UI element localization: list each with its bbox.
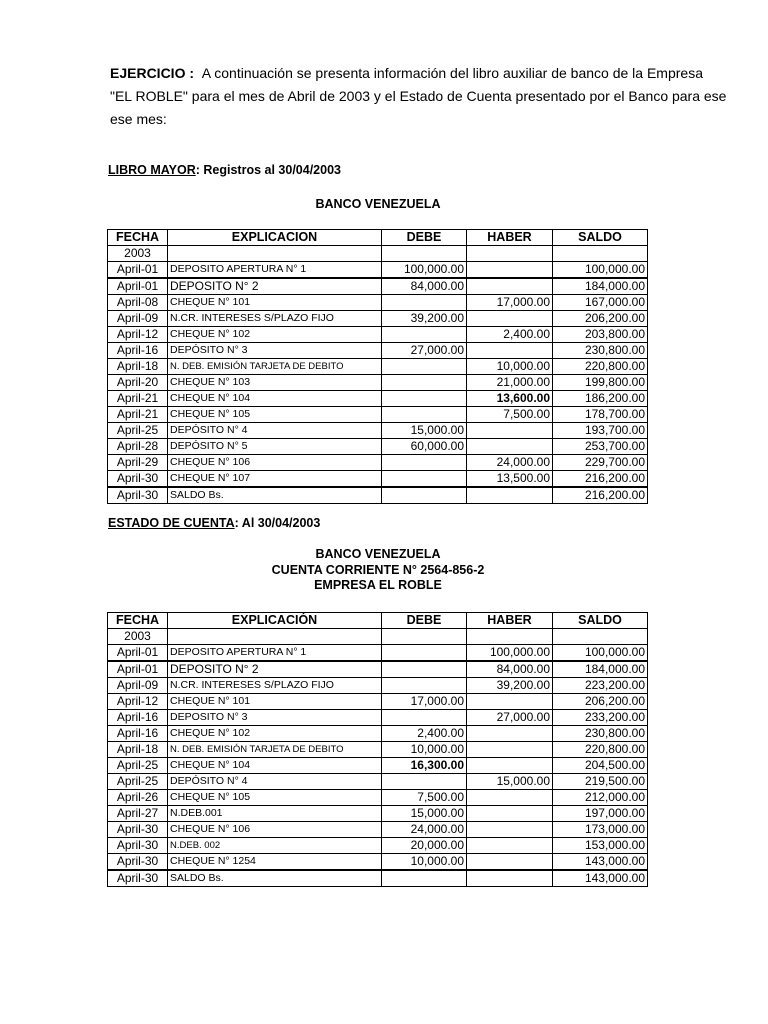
saldo-cell: 233,200.00 xyxy=(553,710,648,726)
empty-cell xyxy=(168,246,382,262)
debe-cell xyxy=(382,710,467,726)
estado-cuenta-title xyxy=(108,516,320,530)
saldo-cell: 173,000.00 xyxy=(553,822,648,838)
estado-cuenta-title-label: ESTADO DE CUENTA xyxy=(108,516,235,530)
date-cell: April-01 xyxy=(108,661,168,678)
explicacion-cell: CHEQUE N° 102 xyxy=(168,327,382,343)
haber-cell xyxy=(467,790,553,806)
haber-cell xyxy=(467,694,553,710)
table-row xyxy=(108,742,648,758)
explicacion-cell: CHEQUE N° 103 xyxy=(168,375,382,391)
table-row xyxy=(108,278,648,295)
saldo-cell: 229,700.00 xyxy=(553,455,648,471)
haber-cell: 17,000.00 xyxy=(467,295,553,311)
explicacion-cell: CHEQUE N° 1254 xyxy=(168,854,382,871)
debe-cell: 24,000.00 xyxy=(382,822,467,838)
saldo-cell: 193,700.00 xyxy=(553,423,648,439)
haber-cell: 13,500.00 xyxy=(467,471,553,488)
haber-cell: 84,000.00 xyxy=(467,661,553,678)
year-row xyxy=(108,629,648,645)
explicacion-cell: CHEQUE N° 101 xyxy=(168,295,382,311)
haber-cell: 10,000.00 xyxy=(467,359,553,375)
debe-cell xyxy=(382,391,467,407)
header-explicacion: EXPLICACIÓN xyxy=(168,613,382,629)
debe-cell: 100,000.00 xyxy=(382,262,467,279)
haber-cell: 39,200.00 xyxy=(467,678,553,694)
year-row xyxy=(108,246,648,262)
debe-cell xyxy=(382,870,467,887)
saldo-cell: 216,200.00 xyxy=(553,471,648,488)
haber-cell xyxy=(467,758,553,774)
table-row xyxy=(108,661,648,678)
date-cell: April-21 xyxy=(108,407,168,423)
haber-cell: 21,000.00 xyxy=(467,375,553,391)
table-row xyxy=(108,375,648,391)
debe-cell: 10,000.00 xyxy=(382,742,467,758)
date-cell: April-12 xyxy=(108,694,168,710)
table-row xyxy=(108,262,648,279)
exercise-intro xyxy=(110,62,740,131)
table-row xyxy=(108,678,648,694)
saldo-cell: 212,000.00 xyxy=(553,790,648,806)
table-row xyxy=(108,439,648,455)
table-header-row xyxy=(108,230,648,246)
table-row xyxy=(108,455,648,471)
debe-cell: 16,300.00 xyxy=(382,758,467,774)
debe-cell xyxy=(382,774,467,790)
date-cell: April-08 xyxy=(108,295,168,311)
empty-cell xyxy=(467,246,553,262)
debe-cell xyxy=(382,645,467,662)
debe-cell: 15,000.00 xyxy=(382,806,467,822)
haber-cell xyxy=(467,742,553,758)
table-row xyxy=(108,726,648,742)
saldo-cell: 143,000.00 xyxy=(553,870,648,887)
explicacion-cell: DEPOSITO N° 3 xyxy=(168,710,382,726)
haber-cell xyxy=(467,343,553,359)
saldo-cell: 184,000.00 xyxy=(553,661,648,678)
explicacion-cell: CHEQUE N° 102 xyxy=(168,726,382,742)
empty-cell xyxy=(382,246,467,262)
header-explicacion: EXPLICACION xyxy=(168,230,382,246)
debe-cell: 20,000.00 xyxy=(382,838,467,854)
date-cell: April-16 xyxy=(108,710,168,726)
saldo-cell: 167,000.00 xyxy=(553,295,648,311)
saldo-cell: 223,200.00 xyxy=(553,678,648,694)
haber-cell xyxy=(467,854,553,871)
haber-cell xyxy=(467,439,553,455)
explicacion-cell: N. DEB. EMISIÓN TARJETA DE DEBITO xyxy=(168,359,382,375)
saldo-cell: 206,200.00 xyxy=(553,311,648,327)
saldo-cell: 203,800.00 xyxy=(553,327,648,343)
explicacion-cell: N.CR. INTERESES S/PLAZO FIJO xyxy=(168,678,382,694)
explicacion-cell: CHEQUE N° 104 xyxy=(168,391,382,407)
explicacion-cell: N. DEB. EMISIÓN TARJETA DE DEBITO xyxy=(168,742,382,758)
debe-cell xyxy=(382,678,467,694)
header-haber: HABER xyxy=(467,613,553,629)
explicacion-cell: N.CR. INTERESES S/PLAZO FIJO xyxy=(168,311,382,327)
haber-cell xyxy=(467,311,553,327)
debe-cell: 39,200.00 xyxy=(382,311,467,327)
haber-cell: 13,600.00 xyxy=(467,391,553,407)
empty-cell xyxy=(168,629,382,645)
saldo-cell: 253,700.00 xyxy=(553,439,648,455)
libro-mayor-title-date: : Registros al 30/04/2003 xyxy=(195,163,341,177)
date-cell: April-28 xyxy=(108,439,168,455)
intro-line-1 xyxy=(110,62,740,85)
explicacion-cell: CHEQUE N° 107 xyxy=(168,471,382,488)
saldo-cell: 219,500.00 xyxy=(553,774,648,790)
date-cell: April-25 xyxy=(108,423,168,439)
table-row xyxy=(108,645,648,662)
table-row xyxy=(108,407,648,423)
haber-cell: 27,000.00 xyxy=(467,710,553,726)
year-cell: 2003 xyxy=(108,629,168,645)
haber-cell: 7,500.00 xyxy=(467,407,553,423)
table-row xyxy=(108,327,648,343)
debe-cell: 84,000.00 xyxy=(382,278,467,295)
debe-cell: 17,000.00 xyxy=(382,694,467,710)
estado-cuenta-company: EMPRESA EL ROBLE xyxy=(314,578,442,592)
date-cell: April-01 xyxy=(108,645,168,662)
table-row xyxy=(108,311,648,327)
empty-cell xyxy=(553,629,648,645)
estado-cuenta-heading xyxy=(108,547,648,594)
date-cell: April-26 xyxy=(108,790,168,806)
saldo-cell: 153,000.00 xyxy=(553,838,648,854)
table-row xyxy=(108,423,648,439)
saldo-cell: 220,800.00 xyxy=(553,742,648,758)
haber-cell xyxy=(467,822,553,838)
table-row xyxy=(108,806,648,822)
date-cell: April-09 xyxy=(108,311,168,327)
table-row xyxy=(108,838,648,854)
date-cell: April-21 xyxy=(108,391,168,407)
explicacion-cell: DEPOSITO N° 2 xyxy=(168,278,382,295)
intro-line-3: ese mes: xyxy=(110,111,167,127)
table-row xyxy=(108,822,648,838)
haber-cell xyxy=(467,487,553,504)
explicacion-cell: DEPÓSITO N° 4 xyxy=(168,774,382,790)
debe-cell xyxy=(382,327,467,343)
haber-cell xyxy=(467,838,553,854)
date-cell: April-30 xyxy=(108,870,168,887)
debe-cell xyxy=(382,295,467,311)
date-cell: April-09 xyxy=(108,678,168,694)
debe-cell: 2,400.00 xyxy=(382,726,467,742)
debe-cell xyxy=(382,359,467,375)
debe-cell xyxy=(382,471,467,488)
debe-cell: 27,000.00 xyxy=(382,343,467,359)
table-row xyxy=(108,790,648,806)
table-row xyxy=(108,710,648,726)
intro-line-2: "EL ROBLE" para el mes de Abril de 2003 y el Estado de Cuenta presentado por el Banco para ese xyxy=(110,88,727,104)
explicacion-cell: CHEQUE N° 106 xyxy=(168,455,382,471)
header-saldo: SALDO xyxy=(553,230,648,246)
saldo-cell: 230,800.00 xyxy=(553,343,648,359)
debe-cell xyxy=(382,487,467,504)
date-cell: April-29 xyxy=(108,455,168,471)
debe-cell: 10,000.00 xyxy=(382,854,467,871)
estado-cuenta-table xyxy=(107,612,648,887)
estado-cuenta-account: CUENTA CORRIENTE N° 2564-856-2 xyxy=(271,562,485,577)
debe-cell xyxy=(382,375,467,391)
date-cell: April-30 xyxy=(108,838,168,854)
table-row xyxy=(108,694,648,710)
saldo-cell: 100,000.00 xyxy=(553,262,648,279)
explicacion-cell: N.DEB. 002 xyxy=(168,838,382,854)
exercise-label: EJERCICIO : xyxy=(110,65,195,81)
date-cell: April-30 xyxy=(108,854,168,871)
explicacion-cell: CHEQUE N° 104 xyxy=(168,758,382,774)
debe-cell: 7,500.00 xyxy=(382,790,467,806)
empty-cell xyxy=(382,629,467,645)
explicacion-cell: DEPOSITO APERTURA N° 1 xyxy=(168,645,382,662)
haber-cell xyxy=(467,262,553,279)
saldo-cell: 204,500.00 xyxy=(553,758,648,774)
empty-cell xyxy=(467,629,553,645)
header-saldo: SALDO xyxy=(553,613,648,629)
explicacion-cell: DEPÓSITO N° 3 xyxy=(168,343,382,359)
date-cell: April-25 xyxy=(108,774,168,790)
date-cell: April-30 xyxy=(108,487,168,504)
debe-cell xyxy=(382,407,467,423)
date-cell: April-18 xyxy=(108,742,168,758)
date-cell: April-01 xyxy=(108,278,168,295)
table-row xyxy=(108,343,648,359)
explicacion-cell: CHEQUE N° 105 xyxy=(168,407,382,423)
haber-cell: 24,000.00 xyxy=(467,455,553,471)
header-debe: DEBE xyxy=(382,230,467,246)
date-cell: April-12 xyxy=(108,327,168,343)
date-cell: April-27 xyxy=(108,806,168,822)
explicacion-cell: CHEQUE N° 105 xyxy=(168,790,382,806)
explicacion-cell: DEPÓSITO N° 5 xyxy=(168,439,382,455)
table-row xyxy=(108,487,648,504)
explicacion-cell: DEPOSITO N° 2 xyxy=(168,661,382,678)
date-cell: April-30 xyxy=(108,822,168,838)
saldo-cell: 143,000.00 xyxy=(553,854,648,871)
haber-cell xyxy=(467,278,553,295)
saldo-cell: 199,800.00 xyxy=(553,375,648,391)
table-row xyxy=(108,471,648,488)
explicacion-cell: SALDO Bs. xyxy=(168,487,382,504)
header-fecha: FECHA xyxy=(108,230,168,246)
saldo-cell: 184,000.00 xyxy=(553,278,648,295)
libro-mayor-title-label: LIBRO MAYOR xyxy=(108,163,196,177)
haber-cell xyxy=(467,423,553,439)
haber-cell xyxy=(467,726,553,742)
saldo-cell: 220,800.00 xyxy=(553,359,648,375)
estado-cuenta-bank: BANCO VENEZUELA xyxy=(315,547,441,561)
header-debe: DEBE xyxy=(382,613,467,629)
date-cell: April-16 xyxy=(108,726,168,742)
explicacion-cell: DEPÓSITO N° 4 xyxy=(168,423,382,439)
table-row xyxy=(108,295,648,311)
header-fecha: FECHA xyxy=(108,613,168,629)
explicacion-cell: SALDO Bs. xyxy=(168,870,382,887)
header-haber: HABER xyxy=(467,230,553,246)
debe-cell xyxy=(382,455,467,471)
explicacion-cell: N.DEB.001 xyxy=(168,806,382,822)
saldo-cell: 197,000.00 xyxy=(553,806,648,822)
table-header-row xyxy=(108,613,648,629)
intro-text-1: A continuación se presenta información del libro auxiliar de banco de la Empresa xyxy=(201,65,703,81)
date-cell: April-18 xyxy=(108,359,168,375)
saldo-cell: 216,200.00 xyxy=(553,487,648,504)
saldo-cell: 186,200.00 xyxy=(553,391,648,407)
libro-mayor-bank: BANCO VENEZUELA xyxy=(315,197,441,211)
explicacion-cell: DEPOSITO APERTURA N° 1 xyxy=(168,262,382,279)
date-cell: April-01 xyxy=(108,262,168,279)
date-cell: April-30 xyxy=(108,471,168,488)
haber-cell xyxy=(467,870,553,887)
date-cell: April-16 xyxy=(108,343,168,359)
explicacion-cell: CHEQUE N° 101 xyxy=(168,694,382,710)
debe-cell xyxy=(382,661,467,678)
saldo-cell: 178,700.00 xyxy=(553,407,648,423)
table-row xyxy=(108,774,648,790)
saldo-cell: 230,800.00 xyxy=(553,726,648,742)
year-cell: 2003 xyxy=(108,246,168,262)
estado-cuenta-title-date: : Al 30/04/2003 xyxy=(234,516,321,530)
date-cell: April-20 xyxy=(108,375,168,391)
debe-cell: 15,000.00 xyxy=(382,423,467,439)
haber-cell: 2,400.00 xyxy=(467,327,553,343)
explicacion-cell: CHEQUE N° 106 xyxy=(168,822,382,838)
date-cell: April-25 xyxy=(108,758,168,774)
table-row xyxy=(108,359,648,375)
empty-cell xyxy=(553,246,648,262)
saldo-cell: 206,200.00 xyxy=(553,694,648,710)
haber-cell: 15,000.00 xyxy=(467,774,553,790)
haber-cell xyxy=(467,806,553,822)
saldo-cell: 100,000.00 xyxy=(553,645,648,662)
libro-mayor-table xyxy=(107,229,648,504)
haber-cell: 100,000.00 xyxy=(467,645,553,662)
table-row xyxy=(108,854,648,871)
table-row xyxy=(108,870,648,887)
table-row xyxy=(108,391,648,407)
libro-mayor-title xyxy=(108,163,341,177)
debe-cell: 60,000.00 xyxy=(382,439,467,455)
table-row xyxy=(108,758,648,774)
